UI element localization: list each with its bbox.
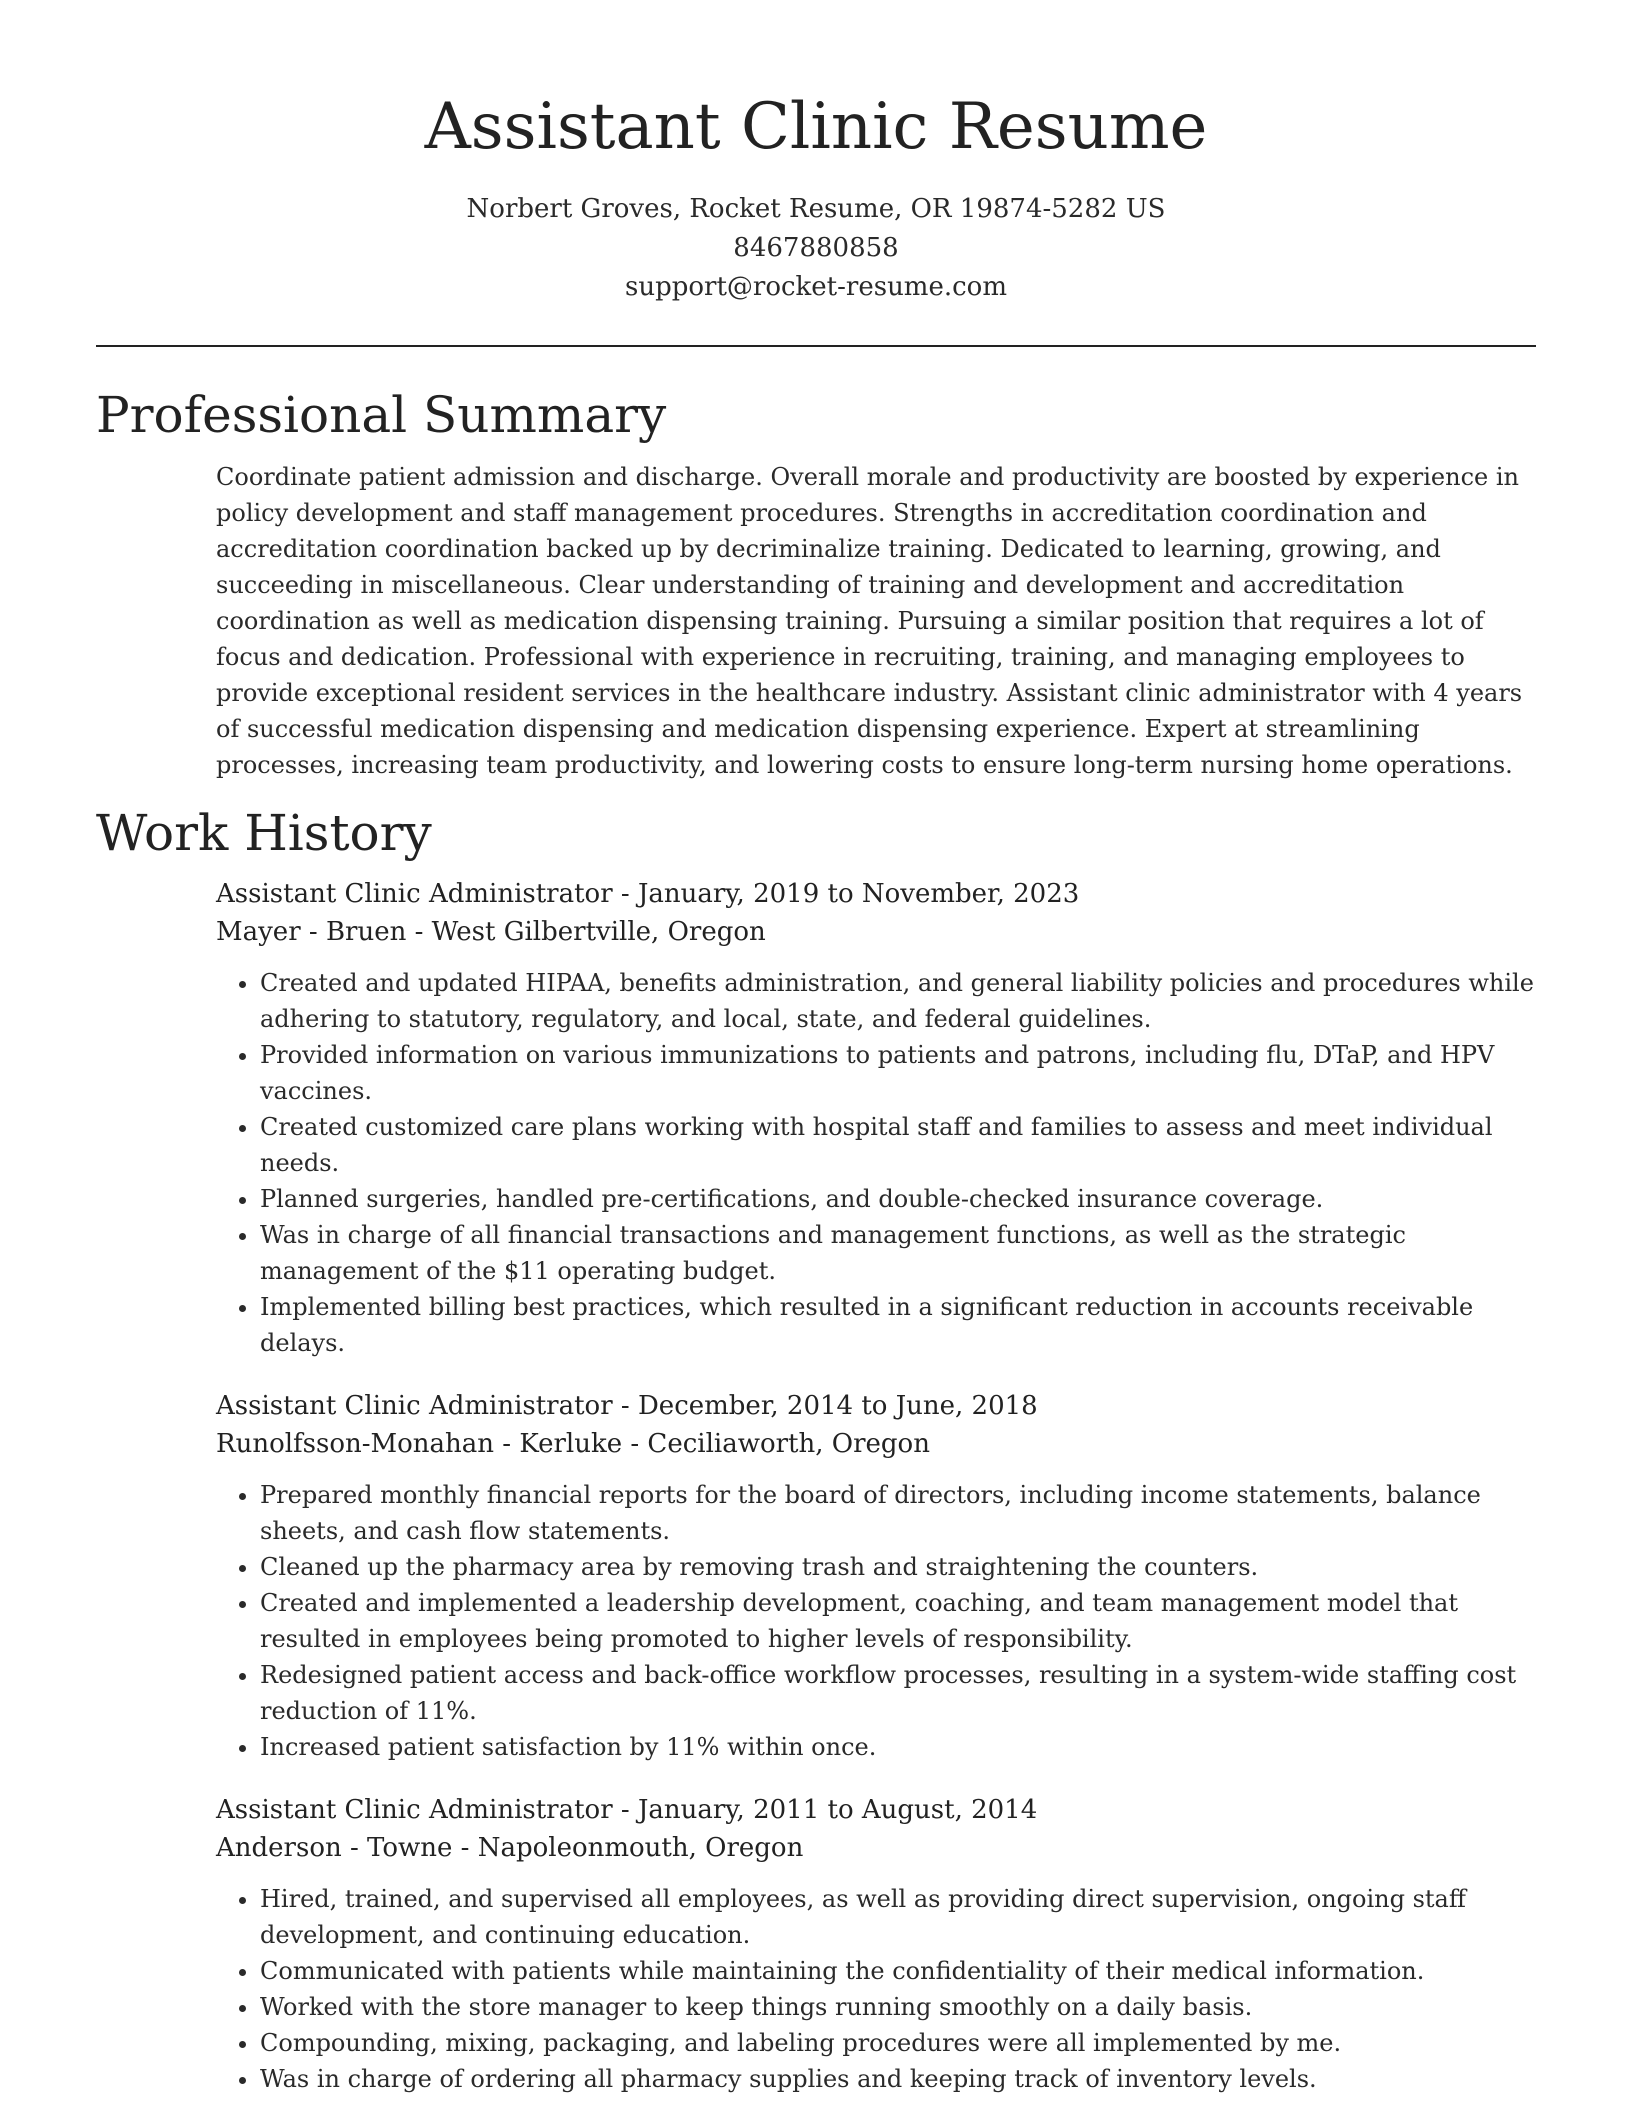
- job-bullet: • Created and implemented a leadership development, coaching, and team management model that resulted in employees being promoted to higher levels of responsibility.: [260, 1585, 1536, 1657]
- work-history-section: [96, 801, 1536, 2097]
- contact-address: Norbert Groves, Rocket Resume, OR 19874-5282 US: [466, 194, 1166, 224]
- job-bullet: • Increased patient satisfaction by 11% within once.: [260, 1729, 1536, 1765]
- job-title: Assistant Clinic Administrator: [216, 1391, 613, 1421]
- header-divider: [96, 345, 1536, 347]
- job-bullet: • Communicated with patients while maintaining the confidentiality of their medical information.: [260, 1953, 1536, 1989]
- job-bullet: • Was in charge of all financial transactions and management functions, as well as the strategic management of the $11 operating budget.: [260, 1217, 1536, 1289]
- job-bullet-list: [216, 1881, 1536, 2097]
- contact-phone: 8467880858: [733, 233, 899, 263]
- job-bullet: • Compounding, mixing, packaging, and labeling procedures were all implemented by me.: [260, 2025, 1536, 2061]
- job-company-line: [216, 913, 1536, 951]
- document-title: Assistant Clinic Resume: [424, 90, 1208, 164]
- job-bullet: • Hired, trained, and supervised all employees, as well as providing direct supervision, ongoing staff development, and continuing education.: [260, 1881, 1536, 1953]
- job-bullet: • Cleaned up the pharmacy area by removing trash and straightening the counters.: [260, 1549, 1536, 1585]
- contact-email[interactable]: support@rocket-resume.com: [624, 272, 1007, 302]
- job-location: - Napoleonmouth, Oregon: [452, 1833, 804, 1863]
- job-bullet: • Prepared monthly financial reports for the board of directors, including income statements, balance sheets, and cash flow statements.: [260, 1477, 1536, 1549]
- job-company: Mayer - Bruen: [216, 917, 407, 947]
- job-title-line: [216, 875, 1536, 913]
- job-company: Runolfsson-Monahan - Kerluke: [216, 1429, 623, 1459]
- professional-summary-section: [96, 383, 1536, 783]
- job-bullet: • Provided information on various immunizations to patients and patrons, including flu, DTaP, and HPV vaccines.: [260, 1037, 1536, 1109]
- section-heading-summary: Professional Summary: [96, 386, 667, 444]
- job-bullet-list: [216, 965, 1536, 1361]
- job-bullet: • Created and updated HIPAA, benefits administration, and general liability policies and procedures while adhering to statutory, regulatory, and local, state, and federal guidelines.: [260, 965, 1536, 1037]
- job-company-line: [216, 1829, 1536, 1867]
- job-bullet: • Was in charge of ordering all pharmacy supplies and keeping track of inventory levels.: [260, 2061, 1536, 2097]
- job-bullet: • Worked with the store manager to keep things running smoothly on a daily basis.: [260, 1989, 1536, 2025]
- job-dates: - January, 2019 to November, 2023: [612, 879, 1080, 909]
- job-bullet-list: [216, 1477, 1536, 1765]
- contact-block: [96, 190, 1536, 307]
- section-heading-work: Work History: [96, 804, 432, 862]
- job-entry: [216, 1791, 1536, 2097]
- job-location: - Ceciliaworth, Oregon: [622, 1429, 930, 1459]
- job-title-line: [216, 1387, 1536, 1425]
- job-dates: - January, 2011 to August, 2014: [612, 1795, 1038, 1825]
- job-title-line: [216, 1791, 1536, 1829]
- job-title: Assistant Clinic Administrator: [216, 879, 613, 909]
- job-entry: [216, 1387, 1536, 1765]
- job-bullet: • Implemented billing best practices, which resulted in a significant reduction in accounts receivable delays.: [260, 1289, 1536, 1361]
- job-dates: - December, 2014 to June, 2018: [612, 1391, 1038, 1421]
- job-entry: [216, 875, 1536, 1361]
- job-location: - West Gilbertville, Oregon: [406, 917, 766, 947]
- job-bullet: • Redesigned patient access and back-office workflow processes, resulting in a system-wide staffing cost reduction of 11%.: [260, 1657, 1536, 1729]
- job-title: Assistant Clinic Administrator: [216, 1795, 613, 1825]
- summary-text: Coordinate patient admission and discharge. Overall morale and productivity are boosted by experience in policy development and staff management procedures. Strengths in accreditation coordination and accreditation coordination backed up by decriminalize training. Dedicated to learning, growing, and succeeding in miscellaneous. Clear understanding of training and development and accreditation coordination as well as medication dispensing training. Pursuing a similar position that requires a lot of focus and dedication. Professional with experience in recruiting, training, and managing employees to provide exceptional resident services in the healthcare industry. Assistant clinic administrator with 4 years of successful medication dispensing and medication dispensing experience. Expert at streamlining processes, increasing team productivity, and lowering costs to ensure long-term nursing home operations.: [216, 463, 1523, 779]
- resume-header: [96, 0, 1536, 307]
- job-bullet: • Created customized care plans working with hospital staff and families to assess and meet individual needs.: [260, 1109, 1536, 1181]
- job-company-line: [216, 1425, 1536, 1463]
- job-company: Anderson - Towne: [216, 1833, 453, 1863]
- job-bullet: • Planned surgeries, handled pre-certifications, and double-checked insurance coverage.: [260, 1181, 1536, 1217]
